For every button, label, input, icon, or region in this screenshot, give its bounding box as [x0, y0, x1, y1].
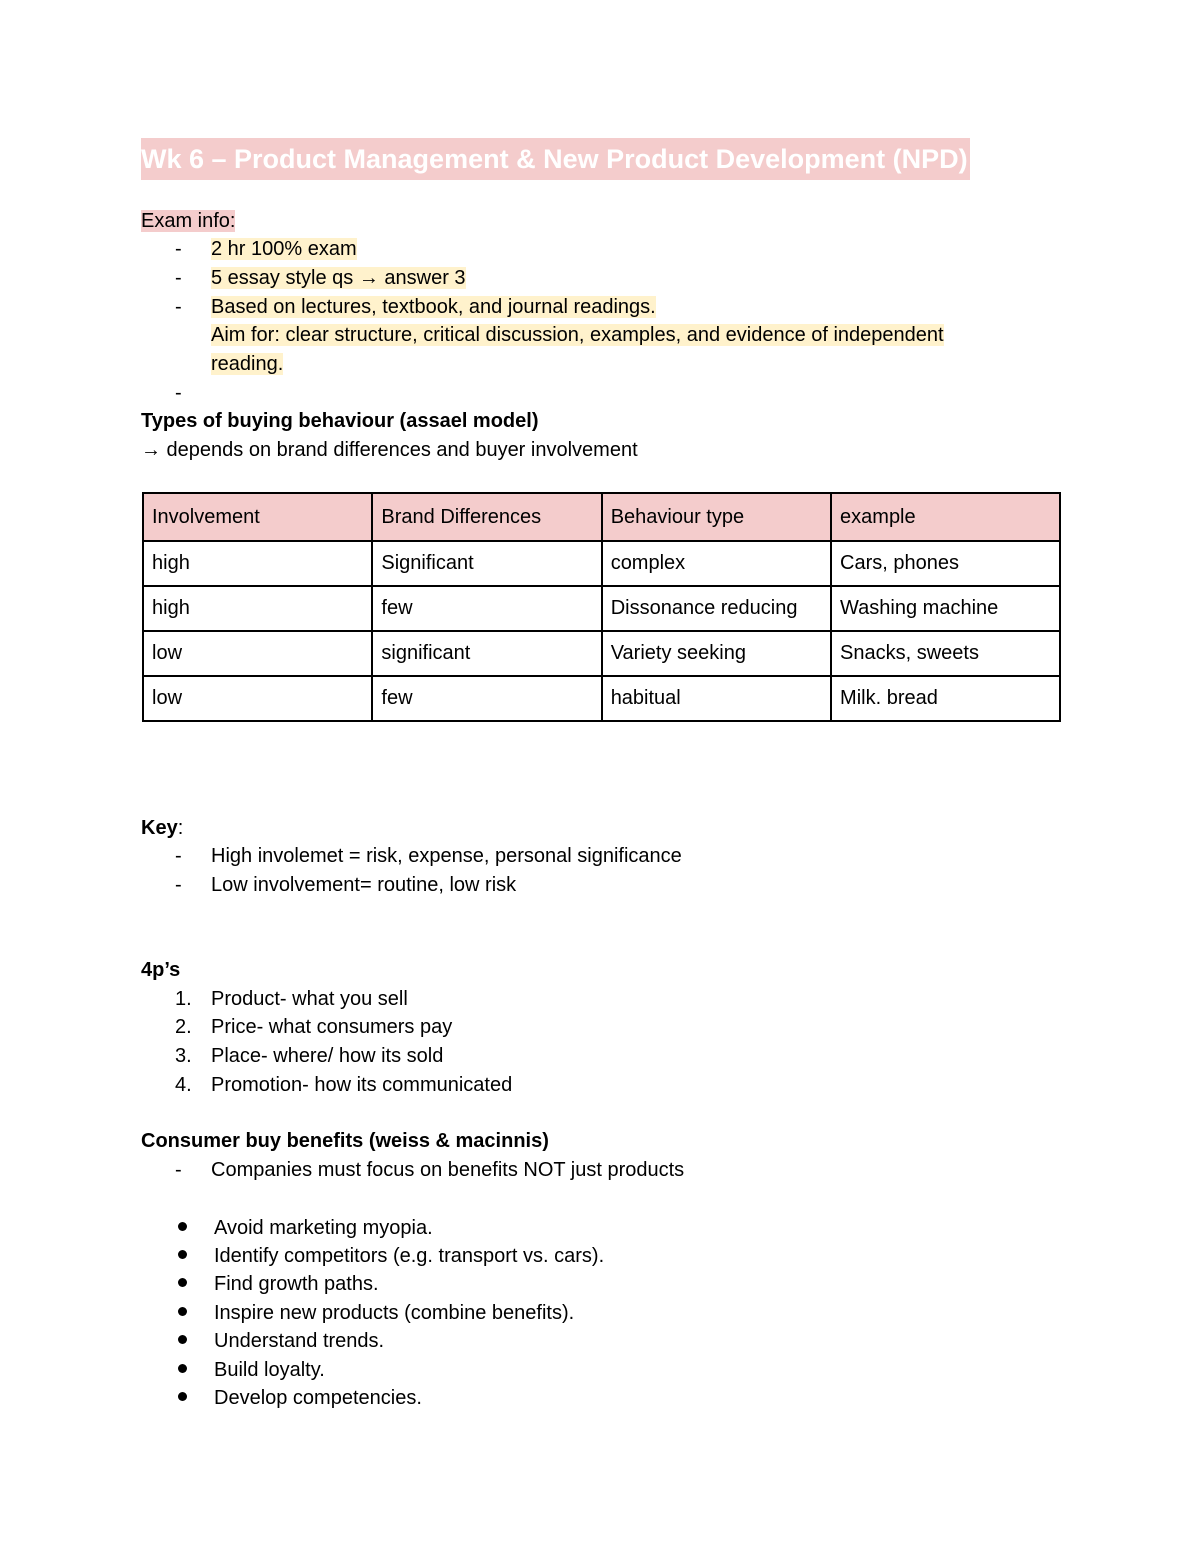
buying-behaviour-table — [142, 492, 1061, 722]
table-header-cell: Brand Differences — [372, 493, 601, 541]
four-ps-item: 4. Promotion- how its communicated — [175, 1074, 513, 1096]
bullet-icon — [178, 1222, 187, 1231]
table-cell: high — [143, 541, 372, 586]
consumer-benefits-heading: Consumer buy benefits (weiss & macinnis) — [141, 1130, 549, 1152]
table-header-cell: Behaviour type — [602, 493, 831, 541]
exam-info-heading: Exam info: — [141, 210, 236, 232]
bullet-icon — [178, 1335, 187, 1344]
key-heading: Key: — [141, 817, 184, 839]
four-ps-item: 2. Price- what consumers pay — [175, 1016, 453, 1038]
benefit-bullet-item: Find growth paths. — [175, 1270, 379, 1298]
bullet-icon — [178, 1250, 187, 1259]
buying-behaviour-subtext: → depends on brand differences and buyer involvement — [141, 439, 638, 461]
exam-aim-line: reading. — [211, 353, 284, 375]
benefit-bullet-item: Identify competitors (e.g. transport vs. cars). — [175, 1242, 604, 1270]
bullet-icon — [178, 1364, 187, 1373]
table-cell: low — [143, 631, 372, 676]
exam-info-item: - 2 hr 100% exam — [175, 238, 357, 260]
benefit-bullet-item: Build loyalty. — [175, 1356, 325, 1384]
table-cell: few — [372, 676, 601, 721]
bullet-icon — [178, 1392, 187, 1401]
consumer-benefits-item: - Companies must focus on benefits NOT just products — [175, 1159, 685, 1181]
table-row — [143, 631, 1060, 676]
key-item: - High involemet = risk, expense, personal significance — [175, 845, 682, 867]
table-cell: Cars, phones — [831, 541, 1060, 586]
table-cell: Variety seeking — [602, 631, 831, 676]
benefit-bullet-item: Inspire new products (combine benefits). — [175, 1299, 574, 1327]
table-header-cell: example — [831, 493, 1060, 541]
table-row — [143, 676, 1060, 721]
page-title: Wk 6 – Product Management & New Product Development (NPD) — [141, 138, 970, 180]
table-cell: few — [372, 586, 601, 631]
four-ps-heading: 4p’s — [141, 959, 181, 981]
table-cell: Washing machine — [831, 586, 1060, 631]
table-cell: low — [143, 676, 372, 721]
table-cell: significant — [372, 631, 601, 676]
table-cell: Snacks, sweets — [831, 631, 1060, 676]
empty-list-item: - — [175, 382, 182, 404]
table-cell: complex — [602, 541, 831, 586]
buying-behaviour-heading: Types of buying behaviour (assael model) — [141, 410, 539, 432]
four-ps-item: 1. Product- what you sell — [175, 988, 408, 1010]
bullet-icon — [178, 1278, 187, 1287]
table-cell: habitual — [602, 676, 831, 721]
benefit-bullet-item: Avoid marketing myopia. — [175, 1214, 433, 1242]
exam-info-item: - Based on lectures, textbook, and journal readings. — [175, 296, 656, 318]
bullet-icon — [178, 1307, 187, 1316]
table-row — [143, 541, 1060, 586]
table-row — [143, 586, 1060, 631]
table-cell: Milk. bread — [831, 676, 1060, 721]
table-cell: Dissonance reducing — [602, 586, 831, 631]
table-cell: Significant — [372, 541, 601, 586]
exam-info-item: - 5 essay style qs → answer 3 — [175, 267, 466, 289]
table-header-row — [143, 493, 1060, 541]
four-ps-item: 3. Place- where/ how its sold — [175, 1045, 444, 1067]
key-item: - Low involvement= routine, low risk — [175, 874, 517, 896]
table-header-cell: Involvement — [143, 493, 372, 541]
exam-aim-line: Aim for: clear structure, critical discussion, examples, and evidence of independent — [211, 324, 944, 346]
benefit-bullet-item: Develop competencies. — [175, 1384, 422, 1412]
table-cell: high — [143, 586, 372, 631]
benefit-bullet-item: Understand trends. — [175, 1327, 384, 1355]
